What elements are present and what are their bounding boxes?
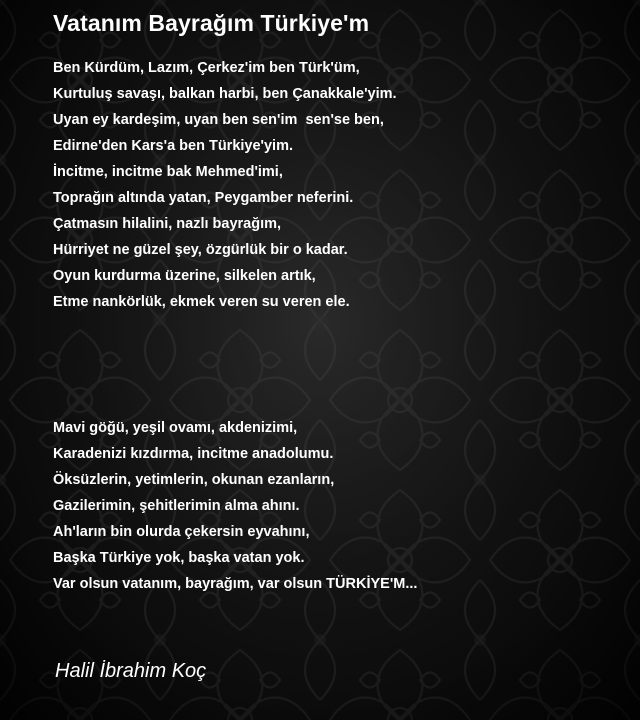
poem-line: Toprağın altında yatan, Peygamber neferini. (53, 190, 354, 206)
poem-line: Çatmasın hilalini, nazlı bayrağım, (53, 216, 282, 232)
poem-line: Edirne'den Kars'a ben Türkiye'yim. (53, 138, 294, 154)
poem-line: Ben Kürdüm, Lazım, Çerkez'im ben Türk'üm, (53, 60, 360, 76)
poem-line: Kurtuluş savaşı, balkan harbi, ben Çanakkale'yim. (53, 86, 397, 102)
poem-line: Karadenizi kızdırma, incitme anadolumu. (53, 446, 334, 462)
poem-line: Mavi göğü, yeşil ovamı, akdenizimi, (53, 420, 298, 436)
poem-author: Halil İbrahim Koç (55, 660, 207, 682)
poem-line: Etme nankörlük, ekmek veren su veren ele. (53, 294, 350, 310)
stanza-2 (53, 415, 417, 597)
poem-line: Ah'ların bin olurda çekersin eyvahını, (53, 524, 310, 540)
poem-line: Başka Türkiye yok, başka vatan yok. (53, 550, 305, 566)
stanza-1 (53, 55, 397, 315)
poem-line: Gazilerimin, şehitlerimin alma ahını. (53, 498, 300, 514)
poem-line: Oyun kurdurma üzerine, silkelen artık, (53, 268, 316, 284)
poem-line: Öksüzlerin, yetimlerin, okunan ezanların, (53, 472, 335, 488)
poem-line: Uyan ey kardeşim, uyan ben sen'im sen'se ben, (53, 112, 384, 128)
poem-line: Hürriyet ne güzel şey, özgürlük bir o kadar. (53, 242, 348, 258)
poem-line: İncitme, incitme bak Mehmed'imi, (53, 164, 283, 180)
poem-line: Var olsun vatanım, bayrağım, var olsun TÜRKİYE'M... (53, 576, 418, 592)
poem-title: Vatanım Bayrağım Türkiye'm (53, 10, 370, 36)
